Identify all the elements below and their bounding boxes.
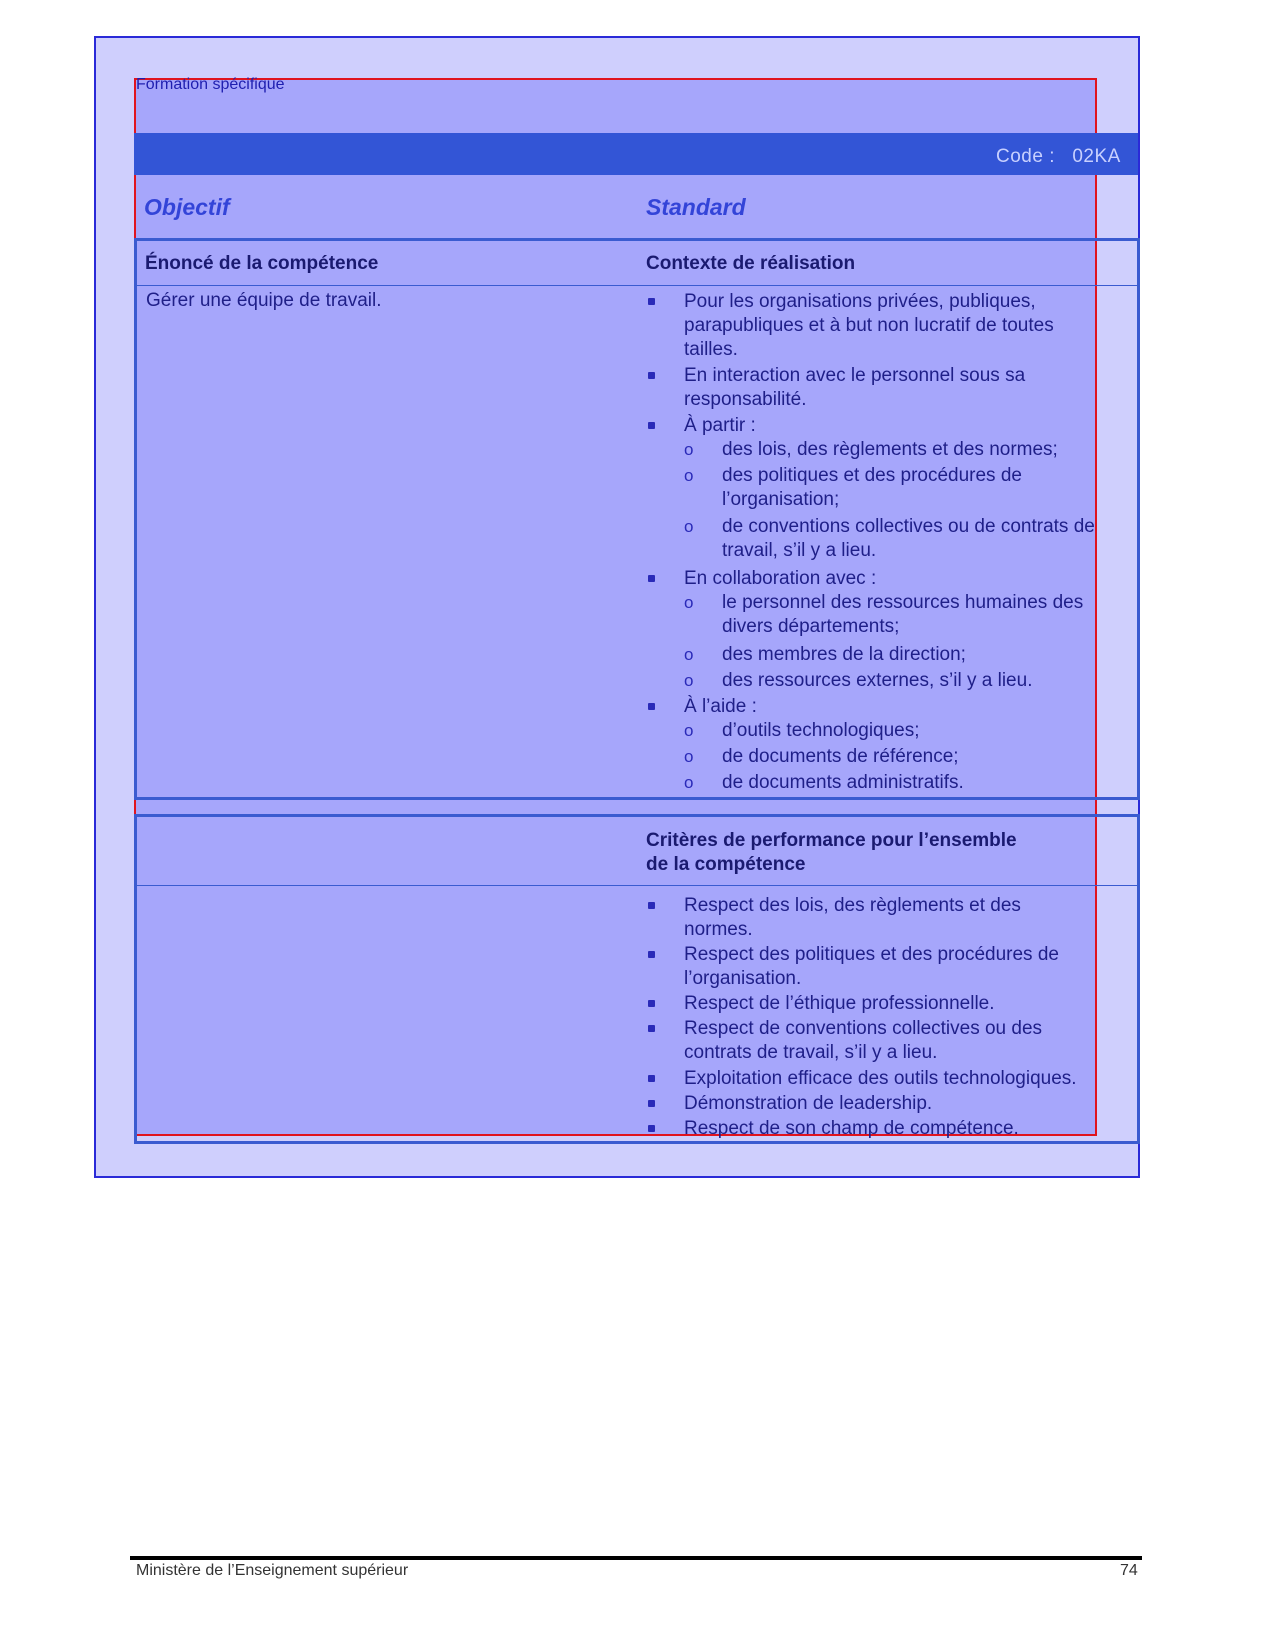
square-bullet-icon: [648, 422, 655, 429]
objectif-heading: Objectif: [144, 194, 230, 220]
square-bullet-icon: [648, 298, 655, 305]
sub-list-item: des politiques et des procédures de l’organisation;: [722, 465, 1022, 510]
circle-sub-bullet-icon: o: [684, 671, 694, 690]
list-item: Pour les organisations privées, publiques, parapubliques et à but non lucratif de toutes tailles.: [684, 291, 1054, 360]
list-item: En collaboration avec :: [684, 568, 877, 589]
circle-sub-bullet-icon: o: [684, 773, 694, 792]
square-bullet-icon: [648, 951, 655, 958]
standard-heading: Standard: [646, 194, 746, 220]
list-item: À partir :: [684, 415, 756, 436]
list-item: Respect de son champ de compétence.: [684, 1118, 1019, 1139]
sub-list-item: de conventions collectives ou de contrats de travail, s’il y a lieu.: [722, 516, 1095, 561]
sub-list-item: de documents de référence;: [722, 746, 959, 767]
enonce-text: Gérer une équipe de travail.: [146, 290, 382, 311]
section-divider: [137, 885, 1137, 886]
sub-list-item: de documents administratifs.: [722, 772, 964, 793]
circle-sub-bullet-icon: o: [684, 721, 694, 740]
footer-rule: [130, 1556, 1142, 1560]
square-bullet-icon: [648, 1000, 655, 1007]
list-item: Respect de conventions collectives ou des contrats de travail, s’il y a lieu.: [684, 1018, 1043, 1063]
criteres-title: Critères de performance pour l’ensemble de la compétence: [646, 830, 1017, 875]
program-header: Formation spécifique: [136, 76, 285, 93]
sub-list-item: des ressources externes, s’il y a lieu.: [722, 670, 1033, 691]
square-bullet-icon: [648, 1025, 655, 1032]
sub-list-item: d’outils technologiques;: [722, 720, 920, 741]
sub-list-item: le personnel des ressources humaines des divers départements;: [722, 592, 1084, 637]
list-item: En interaction avec le personnel sous sa responsabilité.: [684, 365, 1026, 410]
contexte-title: Contexte de réalisation: [646, 253, 856, 274]
competency-code: Code : 02KA: [996, 146, 1121, 167]
circle-sub-bullet-icon: o: [684, 466, 694, 485]
circle-sub-bullet-icon: o: [684, 593, 694, 612]
circle-sub-bullet-icon: o: [684, 517, 694, 536]
list-item: Respect des lois, des règlements et des normes.: [684, 895, 1021, 940]
square-bullet-icon: [648, 902, 655, 909]
sub-list-item: des membres de la direction;: [722, 644, 966, 665]
square-bullet-icon: [648, 703, 655, 710]
square-bullet-icon: [648, 575, 655, 582]
code-band: [134, 133, 1138, 175]
enonce-title: Énoncé de la compétence: [145, 253, 379, 274]
page-number: 74: [1120, 1562, 1138, 1579]
square-bullet-icon: [648, 1075, 655, 1082]
list-item: À l’aide :: [684, 696, 757, 717]
list-item: Respect des politiques et des procédures de l’organisation.: [684, 944, 1059, 989]
list-item: Démonstration de leadership.: [684, 1093, 933, 1114]
footer-ministry: Ministère de l’Enseignement supérieur: [136, 1562, 409, 1579]
circle-sub-bullet-icon: o: [684, 645, 694, 664]
circle-sub-bullet-icon: o: [684, 747, 694, 766]
section-divider: [137, 285, 1137, 286]
list-item: Respect de l’éthique professionnelle.: [684, 993, 995, 1014]
list-item: Exploitation efficace des outils technologiques.: [684, 1068, 1077, 1089]
circle-sub-bullet-icon: o: [684, 440, 694, 459]
square-bullet-icon: [648, 1100, 655, 1107]
square-bullet-icon: [648, 1125, 655, 1132]
sub-list-item: des lois, des règlements et des normes;: [722, 439, 1058, 460]
square-bullet-icon: [648, 372, 655, 379]
